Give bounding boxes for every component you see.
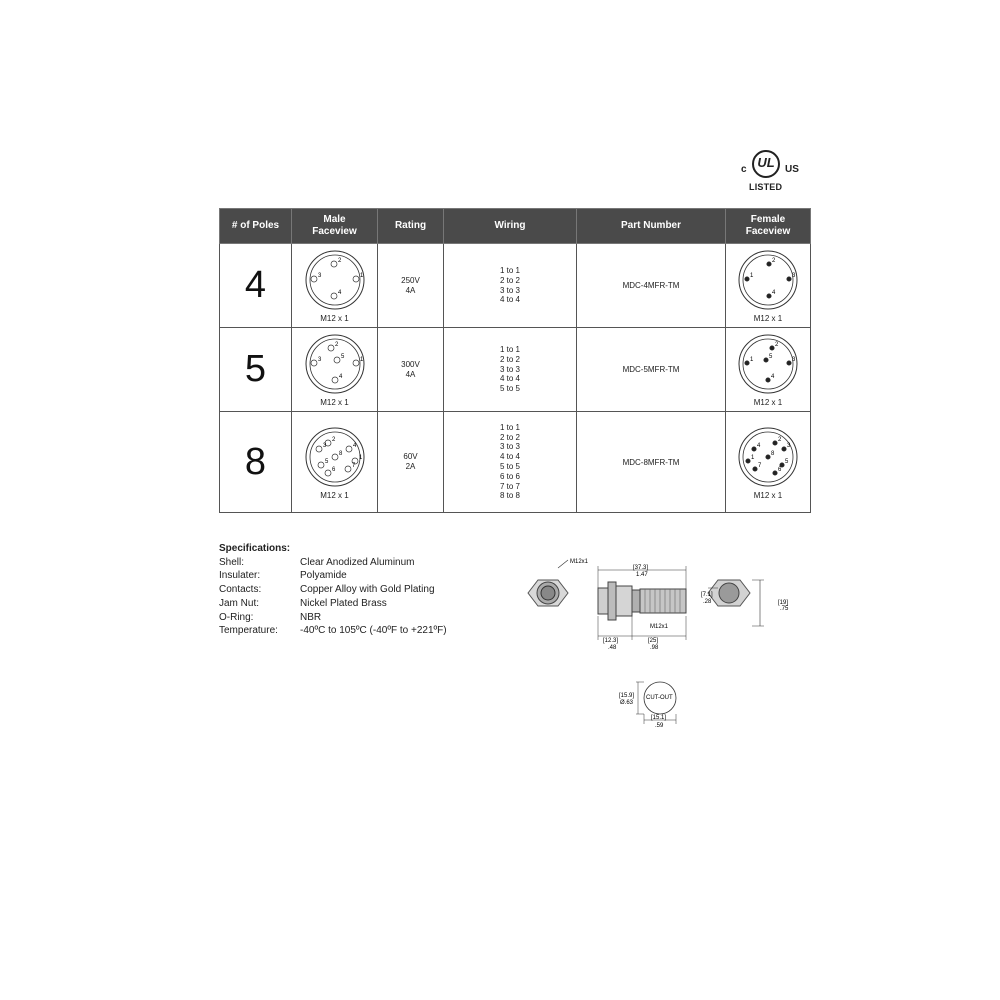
- poles-number: 8: [244, 440, 267, 483]
- pin-1: [745, 361, 749, 365]
- male-faceview-diagram: [303, 425, 367, 489]
- rating-line: 250V: [401, 275, 420, 285]
- pin-3: [311, 276, 317, 282]
- pin-3: [787, 277, 791, 281]
- wiring-line: 5 to 5: [499, 384, 520, 394]
- wiring-line: 4 to 4: [499, 452, 520, 462]
- wiring-cell: [444, 412, 577, 513]
- spec-value: NBR: [300, 611, 322, 623]
- pin-label-1: 1: [750, 273, 754, 279]
- female-faceview-cell: [726, 328, 811, 412]
- part-number: MDC-5MFR-TM: [622, 365, 680, 374]
- male-faceview-label: M12 x 1: [320, 490, 349, 500]
- wiring-line: 4 to 4: [499, 295, 520, 305]
- wiring-line: 3 to 3: [499, 442, 520, 452]
- dimension-drawings: [520, 548, 800, 738]
- spec-label: Jam Nut:: [219, 597, 260, 609]
- spec-row: [219, 583, 447, 597]
- pin-label-2: 2: [334, 342, 338, 348]
- pin-5: [334, 357, 340, 363]
- part-number-cell: [577, 244, 726, 328]
- wiring-line: 4 to 4: [499, 374, 520, 384]
- pin-4: [346, 446, 352, 452]
- ul-listed-text: LISTED: [749, 182, 783, 192]
- wiring-line: 2 to 2: [499, 432, 520, 442]
- female-faceview-label: M12 x 1: [753, 398, 783, 407]
- pin-label-3: 3: [787, 442, 791, 449]
- wiring-line: 1 to 1: [499, 422, 520, 432]
- spec-value: Clear Anodized Aluminum: [300, 556, 415, 568]
- connector-table: [219, 208, 811, 513]
- pin-3: [316, 446, 322, 452]
- nut-in-label: .28: [703, 599, 712, 605]
- pin-3: [782, 446, 786, 450]
- rating-line: 2A: [405, 462, 416, 471]
- wiring-line: 3 to 3: [499, 364, 520, 374]
- pin-4: [332, 377, 338, 383]
- pin-2: [773, 440, 777, 444]
- header-poles: # of Poles: [220, 209, 292, 244]
- wiring-cell: [444, 244, 577, 328]
- cutout-width-in-label: .59: [655, 723, 664, 729]
- wiring-line: 5 to 5: [499, 462, 520, 471]
- pin-1: [745, 277, 749, 281]
- pin-5: [318, 462, 324, 468]
- cutout-dia-in-label: Ø.63: [620, 700, 634, 706]
- table-row: [220, 244, 811, 328]
- pin-2: [328, 345, 334, 351]
- pin-8: [766, 454, 770, 458]
- pin-2: [770, 346, 774, 350]
- pin-label-3: 3: [317, 357, 321, 363]
- nut-mm-label: [7.1]: [701, 592, 713, 598]
- pin-label-1: 1: [358, 454, 362, 461]
- pin-label-1: 1: [751, 454, 755, 461]
- female-faceview-cell: [726, 412, 811, 513]
- ul-listed-mark: [735, 150, 805, 196]
- header-female-faceview-text: Female Faceview: [745, 214, 791, 237]
- poles-cell: [220, 244, 292, 328]
- part-number-cell: [577, 412, 726, 513]
- pin-label-1: 1: [359, 357, 363, 363]
- pin-7: [345, 466, 351, 472]
- pin-2: [767, 262, 771, 266]
- pin-label-7: 7: [351, 462, 355, 469]
- spec-label: Insulater:: [219, 570, 261, 582]
- pin-6: [773, 470, 777, 474]
- length-in-label: 1.47: [636, 572, 648, 578]
- length-mm-label: [37.3]: [633, 565, 649, 571]
- pin-label-3: 3: [792, 357, 796, 363]
- header-male-faceview-text: Male Faceview: [312, 214, 357, 237]
- spec-label: Shell:: [219, 556, 245, 568]
- wiring-cell: [444, 328, 577, 412]
- spec-row: [219, 611, 447, 625]
- pin-label-2: 2: [778, 436, 782, 443]
- height-in-label: .75: [780, 606, 789, 612]
- header-male-faceview: [292, 209, 378, 244]
- spec-label: Contacts:: [219, 584, 262, 596]
- header-part-number: Part Number: [577, 209, 726, 244]
- pin-label-4: 4: [772, 290, 776, 296]
- spec-row: [219, 597, 447, 611]
- spec-row: [219, 569, 447, 583]
- spec-value: Copper Alloy with Gold Plating: [300, 584, 435, 596]
- male-faceview-diagram: [303, 332, 367, 396]
- pin-label-3: 3: [792, 273, 796, 279]
- wiring-line: 1 to 1: [499, 265, 520, 275]
- thread-top-label: M12x1: [570, 559, 589, 565]
- spec-value: Polyamide: [300, 570, 347, 582]
- pin-label-5: 5: [769, 354, 773, 360]
- pin-6: [325, 470, 331, 476]
- female-faceview-label: M12 x 1: [753, 490, 783, 500]
- wiring-line: 7 to 7: [499, 481, 520, 491]
- rating-line: 300V: [401, 359, 420, 369]
- pin-2: [331, 261, 337, 267]
- pin-1: [353, 360, 359, 366]
- ul-us-text: US: [785, 164, 799, 175]
- spec-label: O-Ring:: [219, 611, 254, 623]
- poles-number: 5: [244, 348, 267, 390]
- male-faceview-cell: [292, 328, 378, 412]
- wiring-line: 3 to 3: [499, 285, 520, 295]
- pin-3: [311, 360, 317, 366]
- female-faceview-cell: [726, 244, 811, 328]
- flange-in-label: .48: [608, 645, 617, 651]
- pin-label-4: 4: [771, 374, 775, 380]
- flange-mm-label: [12.3]: [603, 638, 619, 644]
- pin-label-6: 6: [778, 466, 782, 473]
- male-faceview-label: M12 x 1: [320, 314, 349, 323]
- pin-label-8: 8: [771, 450, 775, 457]
- rating-cell: [378, 244, 444, 328]
- table-header-row: [220, 209, 811, 244]
- specifications-title: Specifications:: [219, 543, 291, 554]
- pin-label-4: 4: [757, 442, 761, 449]
- part-number-cell: [577, 328, 726, 412]
- table-row: [220, 412, 811, 513]
- female-faceview-diagram: [736, 425, 800, 489]
- male-faceview-cell: [292, 244, 378, 328]
- male-faceview-label: M12 x 1: [320, 398, 349, 407]
- part-number: MDC-4MFR-TM: [622, 281, 680, 290]
- spec-value: -40ºC to 105ºC (-40ºF to +221ºF): [300, 625, 447, 637]
- pin-7: [753, 466, 757, 470]
- body-in-label: .98: [650, 645, 659, 651]
- pin-4: [752, 446, 756, 450]
- pin-label-7: 7: [758, 462, 762, 469]
- wiring-line: 6 to 6: [499, 471, 520, 481]
- pin-4: [331, 293, 337, 299]
- part-number: MDC-8MFR-TM: [622, 457, 680, 467]
- rating-line: 60V: [403, 452, 418, 461]
- pin-label-4: 4: [337, 290, 341, 296]
- pin-label-5: 5: [340, 354, 344, 360]
- ul-text: UL: [757, 155, 775, 170]
- pin-label-3: 3: [317, 273, 321, 279]
- thread-mid-label: M12x1: [650, 624, 669, 630]
- pin-5: [764, 358, 768, 362]
- wiring-line: 8 to 8: [499, 491, 520, 501]
- body-mm-label: [25]: [648, 638, 659, 644]
- female-faceview-diagram: [736, 248, 800, 312]
- wiring-line: 2 to 2: [499, 354, 520, 364]
- pin-label-2: 2: [331, 436, 335, 443]
- pin-3: [787, 361, 791, 365]
- pin-label-1: 1: [750, 357, 754, 363]
- cutout-dia-mm-label: [15.9]: [619, 693, 635, 699]
- pin-label-4: 4: [352, 442, 356, 449]
- header-female-faceview: [726, 209, 811, 244]
- poles-cell: [220, 412, 292, 513]
- poles-cell: [220, 328, 292, 412]
- spec-label: Temperature:: [219, 625, 278, 637]
- female-faceview-label: M12 x 1: [753, 314, 783, 323]
- front-view-drawing: [528, 560, 568, 606]
- pin-1: [353, 276, 359, 282]
- height-mm-label: [19]: [778, 600, 789, 606]
- ul-c-text: c: [741, 164, 747, 175]
- rating-cell: [378, 412, 444, 513]
- pin-label-3: 3: [322, 442, 326, 449]
- pin-label-4: 4: [338, 374, 342, 380]
- pin-label-8: 8: [338, 450, 342, 457]
- pin-1: [746, 458, 750, 462]
- pin-label-6: 6: [331, 466, 335, 473]
- rating-line: 4A: [405, 285, 416, 295]
- poles-number: 4: [244, 264, 267, 306]
- pin-8: [332, 454, 338, 460]
- wiring-line: 2 to 2: [499, 275, 520, 285]
- female-faceview-diagram: [736, 332, 800, 396]
- male-faceview-cell: [292, 412, 378, 513]
- rating-line: 4A: [405, 369, 416, 379]
- cutout-label: CUT-OUT: [646, 695, 673, 701]
- pin-label-2: 2: [337, 258, 341, 264]
- male-faceview-diagram: [303, 248, 367, 312]
- pin-4: [767, 294, 771, 298]
- rear-view-drawing: [708, 580, 764, 626]
- pin-label-2: 2: [775, 342, 779, 348]
- pin-label-5: 5: [785, 458, 789, 465]
- wiring-line: 1 to 1: [499, 345, 520, 354]
- pin-label-5: 5: [324, 458, 328, 465]
- header-wiring: Wiring: [444, 209, 577, 244]
- pin-4: [766, 378, 770, 382]
- header-rating: Rating: [378, 209, 444, 244]
- specifications-block: [219, 542, 447, 638]
- table-row: [220, 328, 811, 412]
- cutout-width-mm-label: [15.1]: [651, 715, 667, 721]
- pin-label-1: 1: [359, 273, 363, 279]
- spec-value: Nickel Plated Brass: [300, 597, 387, 609]
- spec-row: [219, 624, 447, 638]
- pin-label-2: 2: [772, 258, 776, 264]
- rating-cell: [378, 328, 444, 412]
- spec-row: [219, 556, 447, 570]
